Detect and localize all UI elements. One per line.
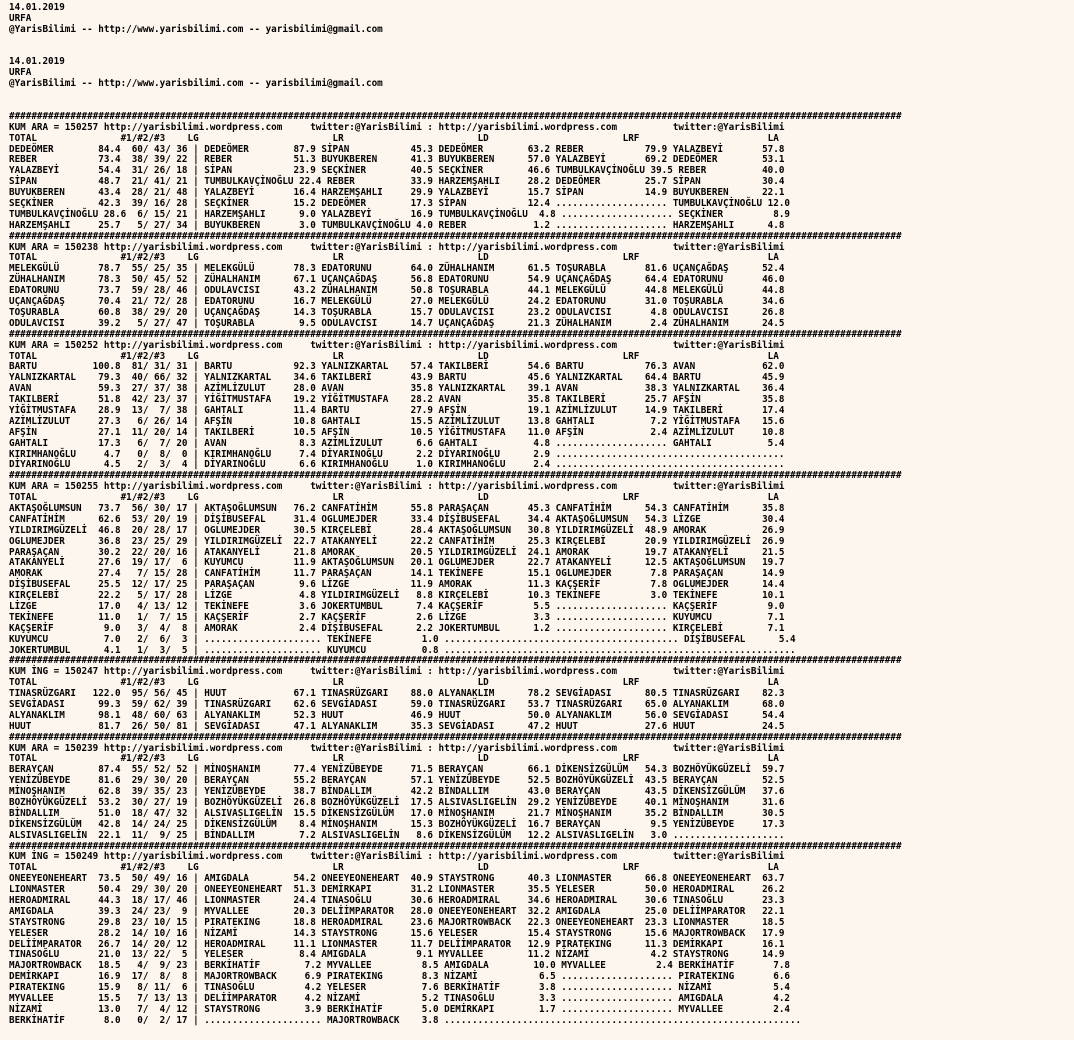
result-row: AFŞİN 27.1 11/ 20/ 14 | TAKILBERİ 10.5 AFŞİN 10.5 YİĞİTMUSTAFA 11.0 AFŞİN 2.4 AZİMLİZULUT 10.8 bbox=[9, 426, 785, 438]
race-header: KUM ARA = 150239 http://yarisbilimi.wordpress.com twitter:@YarisBilimi : http://yarisbilimi.wordpress.com twitter:@YarisBilimi bbox=[9, 742, 785, 754]
column-header: TOTAL #1/#2/#3 LG LR LD LRF LA bbox=[9, 350, 779, 362]
result-row: STAYSTRONG 29.8 23/ 10/ 15 | PIRATEKING 18.8 HEROADMIRAL 23.6 MAJORTROWBACK 22.3 ONEEYEONEHEART 23.3 LIONMASTER 18.5 bbox=[9, 916, 785, 928]
result-row: AVAN 59.3 27/ 37/ 38 | AZİMLİZULUT 28.0 AVAN 35.8 YALNIZKARTAL 39.1 AVAN 38.3 YALNIZKARTAL 36.4 bbox=[9, 383, 785, 395]
separator-line: ################################################################################################################################################################ bbox=[9, 328, 902, 340]
blank-line bbox=[9, 47, 1074, 58]
separator-line: ################################################################################################################################################################ bbox=[9, 731, 902, 743]
separator-line: ################################################################################################################################################################ bbox=[9, 840, 902, 852]
separator-line: ################################################################################################################################################################ bbox=[9, 655, 902, 667]
result-row: GAHTALI 17.3 6/ 7/ 20 | AVAN 8.3 AZİMLİZULUT 6.6 GAHTALI 4.8 .................... GAHTALI 5.4 bbox=[9, 437, 785, 449]
result-row: BERKİHATİF 8.0 0/ 2/ 17 | ..................... MAJORTROWBACK 3.8 ................................................................ bbox=[9, 1014, 802, 1026]
result-row: ONEEYEONEHEART 73.5 50/ 49/ 16 | AMIGDALA 54.2 ONEEYEONEHEART 40.9 STAYSTRONG 40.3 LIONMASTER 66.8 ONEEYEONEHEART 63.7 bbox=[9, 873, 785, 885]
result-row: ALSIVASLIGELİN 22.1 11/ 9/ 25 | BİNDALLIM 7.2 ALSIVASLIGELİN 8.6 DİKENSİZGÜLÜM 12.2 ALSIVASLIGELİN 3.0 .................... bbox=[9, 829, 785, 841]
header-date-repeat: 14.01.2019 bbox=[9, 56, 65, 68]
result-row: ATAKANYELİ 27.6 19/ 17/ 6 | KUYUMCU 11.9 AKTAŞOĞLUMSUN 20.1 OGLUMEJDER 22.7 ATAKANYELİ 12.5 AKTAŞOĞLUMSUN 19.7 bbox=[9, 557, 785, 569]
result-row: AMIGDALA 39.3 24/ 23/ 9 | MYVALLEE 20.3 DELİİMPARATOR 28.0 ONEEYEONEHEART 32.2 AMIGDALA 25.0 DELİİMPARATOR 22.1 bbox=[9, 905, 785, 917]
result-row: HUUT 81.7 26/ 50/ 81 | SEVGİADASI 47.1 ALYANAKLIM 35.3 SEVGİADASI 47.2 HUUT 27.6 HUUT 24.5 bbox=[9, 720, 785, 732]
result-row: KIRIMHANOĞLU 4.7 0/ 8/ 0 | KIRIMHANOĞLU 7.4 DİYARINOĞLU 2.2 DİYARINOĞLU 2.9 ......................................... bbox=[9, 448, 785, 460]
header-credits-repeat: @YarisBilimi -- http://www.yarisbilimi.com -- yarisbilimi@gmail.com bbox=[9, 78, 383, 90]
result-row: HEROADMIRAL 44.3 18/ 17/ 46 | LIONMASTER 24.4 TINASOĞLU 30.6 HEROADMIRAL 34.6 HEROADMIRAL 30.6 TINASOĞLU 23.3 bbox=[9, 895, 785, 907]
column-header: TOTAL #1/#2/#3 LG LR LD LRF LA bbox=[9, 132, 779, 144]
result-row: EDATORUNU 73.7 59/ 28/ 46 | ODULAVCISI 43.2 ZÜHALHANIM 50.8 TOŞURABLA 44.1 MELEKGÜLÜ 44.8 MELEKGÜLÜ 44.8 bbox=[9, 285, 785, 297]
race-sections bbox=[9, 112, 1074, 1027]
result-row: AKTAŞOĞLUMSUN 73.7 56/ 30/ 17 | AKTAŞOĞLUMSUN 76.2 CANFATİHİM 55.8 PARAŞAÇAN 45.3 CANFATİHİM 54.3 CANFATİHİM 35.8 bbox=[9, 502, 785, 514]
result-row: MAJORTROWBACK 18.5 4/ 9/ 23 | BERKİHATİF 7.2 MYVALLEE 8.5 AMIGDALA 10.0 MYVALLEE 2.4 BERKİHATİF 7.8 bbox=[9, 960, 790, 972]
result-row: BOZHÖYÜKGÜZELİ 53.2 30/ 27/ 19 | BOZHÖYÜKGÜZELİ 26.8 BOZHÖYÜKGÜZELİ 17.5 ALSIVASLIGELİN 29.2 YENİZÜBEYDE 40.1 MİNOŞHANIM 31.6 bbox=[9, 797, 785, 809]
result-row: PIRATEKING 15.9 8/ 11/ 6 | TINASOĞLU 4.2 YELESER 7.6 BERKİHATİF 3.8 .................... NİZAMİ 5.4 bbox=[9, 982, 790, 994]
separator-line: ################################################################################################################################################################ bbox=[9, 470, 902, 482]
result-row: YALAZBEYİ 54.4 31/ 26/ 18 | SİPAN 23.9 SEÇKİNER 40.5 SEÇKİNER 46.6 TUMBULKAVÇİNOĞLU 39.5 REBER 40.0 bbox=[9, 165, 785, 177]
separator-line: ################################################################################################################################################################ bbox=[9, 230, 902, 242]
column-header: TOTAL #1/#2/#3 LG LR LD LRF LA bbox=[9, 753, 779, 765]
column-header: TOTAL #1/#2/#3 LG LR LD LRF LA bbox=[9, 862, 779, 874]
result-row: BARTU 100.8 81/ 31/ 31 | BARTU 92.3 YALNIZKARTAL 57.4 TAKILBERİ 54.6 BARTU 76.3 AVAN 62.0 bbox=[9, 361, 785, 373]
result-row: DEMİRKAPI 16.9 17/ 8/ 8 | MAJORTROWBACK 6.9 PIRATEKING 8.3 NİZAMİ 6.5 .................... PIRATEKING 6.6 bbox=[9, 971, 790, 983]
result-row: MELEKGÜLÜ 78.7 55/ 25/ 35 | MELEKGÜLÜ 78.3 EDATORUNU 64.0 ZÜHALHANIM 61.5 TOŞURABLA 81.6 UÇANÇAĞDAŞ 52.4 bbox=[9, 263, 785, 275]
race-header: KUM İNG = 150249 http://yarisbilimi.wordpress.com twitter:@YarisBilimi : http://yarisbilimi.wordpress.com twitter:@YarisBilimi bbox=[9, 851, 785, 863]
result-row: TAKILBERİ 51.8 42/ 23/ 37 | YİĞİTMUSTAFA 19.2 YİĞİTMUSTAFA 28.2 AVAN 35.8 TAKILBERİ 25.7 AFŞİN 35.8 bbox=[9, 394, 785, 406]
separator-line: ################################################################################################################################################################ bbox=[9, 110, 902, 122]
header-credits: @YarisBilimi -- http://www.yarisbilimi.com -- yarisbilimi@gmail.com bbox=[9, 23, 383, 35]
result-row: DİYARINOĞLU 4.5 2/ 3/ 4 | DİYARINOĞLU 6.6 KIRIMHANOĞLU 1.0 KIRIMHANOĞLU 2.4 ......................................... bbox=[9, 459, 785, 471]
result-row: BİNDALLIM 51.0 18/ 47/ 32 | ALSIVASLIGELİN 15.5 DİKENSİZGÜLÜM 17.0 MİNOŞHANIM 21.7 MİNOŞHANIM 35.2 BİNDALLIM 30.5 bbox=[9, 807, 785, 819]
result-row: SİPAN 48.7 21/ 41/ 21 | TUMBULKAVÇİNOĞLU 22.4 REBER 33.9 HARZEMŞAHLI 28.2 DEDEÖMER 25.7 SİPAN 30.4 bbox=[9, 176, 785, 188]
result-row: KAÇŞERİF 9.0 3/ 4/ 8 | AMORAK 2.4 DİŞİBUSEFAL 2.2 JOKERTUMBUL 1.2 .................... KIRÇELEBİ 7.1 bbox=[9, 622, 785, 634]
result-row: SEVGİADASI 99.3 59/ 62/ 39 | TINASRÜZGARI 62.6 SEVGİADASI 59.0 TINASRÜZGARI 53.7 TINASRÜZGARI 65.0 ALYANAKLIM 68.0 bbox=[9, 699, 785, 710]
result-row: TOŞURABLA 60.8 38/ 29/ 20 | UÇANÇAĞDAŞ 14.3 TOŞURABLA 15.7 ODULAVCISI 23.2 ODULAVCISI 4.8 ODULAVCISI 26.8 bbox=[9, 306, 785, 318]
result-row: ODULAVCISI 39.2 5/ 27/ 47 | TOŞURABLA 9.5 ODULAVCISI 14.7 UÇANÇAĞDAŞ 21.3 ZÜHALHANIM 2.4 ZÜHALHANIM 24.5 bbox=[9, 317, 785, 329]
result-row: TINASOĞLU 21.0 13/ 22/ 5 | YELESER 8.4 AMIGDALA 9.1 MYVALLEE 11.2 NİZAMİ 4.2 STAYSTRONG 14.9 bbox=[9, 949, 785, 961]
header-city-repeat: URFA bbox=[9, 67, 32, 79]
race-header: KUM ARA = 150257 http://yarisbilimi.wordpress.com twitter:@YarisBilimi : http://yarisbilimi.wordpress.com twitter:@YarisBilimi bbox=[9, 121, 785, 133]
result-row: YENİZÜBEYDE 81.6 29/ 30/ 20 | BERAYÇAN 55.2 BERAYÇAN 57.1 YENİZÜBEYDE 52.5 BOZHÖYÜKGÜZELİ 43.5 BERAYÇAN 52.5 bbox=[9, 775, 785, 787]
blank-line bbox=[9, 36, 1074, 47]
result-row: SEÇKİNER 42.3 39/ 16/ 28 | SEÇKİNER 15.2 DEDEÖMER 17.3 SİPAN 12.4 .................... TUMBULKAVÇİNOĞLU 12.0 bbox=[9, 198, 790, 210]
result-row: YILDIRIMGÜZELİ 46.8 20/ 28/ 17 | OGLUMEJDER 30.5 KIRÇELEBİ 28.4 AKTAŞOĞLUMSUN 30.8 YILDIRIMGÜZELİ 48.9 AMORAK 26.9 bbox=[9, 524, 785, 536]
result-row: LİZGE 17.0 4/ 13/ 12 | TEKİNEFE 3.6 JOKERTUMBUL 7.4 KAÇŞERİF 5.5 .................... KAÇŞERİF 9.0 bbox=[9, 600, 785, 612]
result-row: REBER 73.4 38/ 39/ 22 | REBER 51.3 BUYUKBEREN 41.3 BUYUKBEREN 57.0 YALAZBEYİ 69.2 DEDEÖMER 53.1 bbox=[9, 154, 785, 166]
column-header: TOTAL #1/#2/#3 LG LR LD LRF LA bbox=[9, 252, 779, 264]
result-row: YALNIZKARTAL 79.3 40/ 66/ 32 | YALNIZKARTAL 34.6 TAKILBERİ 43.9 BARTU 45.6 YALNIZKARTAL 64.4 BARTU 45.9 bbox=[9, 372, 785, 384]
result-row: NİZAMİ 13.0 7/ 4/ 12 | STAYSTRONG 3.9 BERKİHATİF 5.0 DEMİRKAPI 1.7 .................... MYVALLEE 2.4 bbox=[9, 1003, 790, 1015]
result-row: DELİİMPARATOR 26.7 14/ 20/ 12 | HEROADMIRAL 11.1 LIONMASTER 11.7 DELİİMPARATOR 12.9 PIRATEKING 11.3 DEMİRKAPI 16.1 bbox=[9, 938, 785, 950]
result-row: YİĞİTMUSTAFA 28.9 13/ 7/ 38 | GAHTALI 11.4 BARTU 27.9 AFŞİN 19.1 AZİMLİZULUT 14.9 TAKILBERİ 17.4 bbox=[9, 404, 785, 416]
column-header: TOTAL #1/#2/#3 LG LR LD LRF LA bbox=[9, 677, 779, 689]
result-row: KUYUMCU 7.0 2/ 6/ 3 | ..................... TEKİNEFE 1.0 .......................................... DİŞİBUSEFAL 5.4 bbox=[9, 633, 796, 645]
header-date: 14.01.2019 bbox=[9, 2, 65, 13]
result-row: BUYUKBEREN 43.4 28/ 21/ 48 | YALAZBEYİ 16.4 HARZEMŞAHLI 29.9 YALAZBEYİ 15.7 SİPAN 14.9 BUYUKBEREN 22.1 bbox=[9, 187, 785, 199]
result-row: MİNOŞHANIM 62.8 39/ 35/ 23 | YENİZÜBEYDE 38.7 BİNDALLIM 42.2 BİNDALLIM 43.0 BERAYÇAN 43.5 DİKENSİZGÜLÜM 37.6 bbox=[9, 786, 785, 798]
result-row: BERAYÇAN 87.4 55/ 52/ 52 | MİNOŞHANIM 77.4 YENİZÜBEYDE 71.5 BERAYÇAN 66.1 DİKENSİZGÜLÜM 54.3 BOZHÖYÜKGÜZELİ 59.7 bbox=[9, 764, 785, 776]
result-row: JOKERTUMBUL 4.1 1/ 3/ 5 | ..................... KUYUMCU 0.8 ............................................................... bbox=[9, 644, 796, 656]
result-row: DİKENSİZGÜLÜM 42.8 14/ 24/ 25 | DİKENSİZGÜLÜM 8.4 MİNOŞHANIM 15.3 BOZHÖYÜKGÜZELİ 16.7 BERAYÇAN 9.5 YENİZÜBEYDE 17.3 bbox=[9, 818, 785, 830]
result-row: LIONMASTER 50.4 29/ 30/ 20 | ONEEYEONEHEART 51.3 DEMİRKAPI 31.2 LIONMASTER 35.5 YELESER 50.0 HEROADMIRAL 26.2 bbox=[9, 884, 785, 896]
result-row: HARZEMŞAHLI 25.7 5/ 27/ 34 | BUYUKBEREN 3.0 TUMBULKAVÇİNOĞLU 4.0 REBER 1.2 .................... HARZEMŞAHLI 4.8 bbox=[9, 219, 785, 231]
blank-line bbox=[9, 90, 1074, 101]
race-header: KUM ARA = 150238 http://yarisbilimi.wordpress.com twitter:@YarisBilimi : http://yarisbilimi.wordpress.com twitter:@YarisBilimi bbox=[9, 241, 785, 253]
column-header: TOTAL #1/#2/#3 LG LR LD LRF LA bbox=[9, 492, 779, 504]
result-row: AMORAK 27.4 7/ 15/ 28 | CANFATİHİM 11.7 PARAŞAÇAN 14.1 TEKİNEFE 15.1 OGLUMEJDER 7.8 PARAŞAÇAN 14.9 bbox=[9, 568, 785, 580]
result-row: DEDEÖMER 84.4 60/ 43/ 36 | DEDEÖMER 87.9 SİPAN 45.3 DEDEÖMER 63.2 REBER 79.9 YALAZBEYİ 57.8 bbox=[9, 143, 785, 155]
result-row: OGLUMEJDER 36.8 23/ 25/ 29 | YILDIRIMGÜZELİ 22.7 ATAKANYELİ 22.2 CANFATİHİM 25.3 KIRÇELEBİ 20.9 YILDIRIMGÜZELİ 26.9 bbox=[9, 535, 785, 547]
result-row: KIRÇELEBİ 22.2 5/ 17/ 28 | LİZGE 4.8 YILDIRIMGÜZELİ 8.8 KIRÇELEBİ 10.3 TEKİNEFE 3.0 TEKİNEFE 10.1 bbox=[9, 590, 785, 602]
result-row: MYVALLEE 15.5 7/ 13/ 13 | DELİİMPARATOR 4.2 NİZAMİ 5.2 TINASOĞLU 3.3 .................... AMIGDALA 4.2 bbox=[9, 993, 790, 1005]
result-row: UÇANÇAĞDAŞ 70.4 21/ 72/ 28 | EDATORUNU 16.7 MELEKGÜLÜ 27.0 MELEKGÜLÜ 24.2 EDATORUNU 31.0 TOŞURABLA 34.6 bbox=[9, 296, 785, 308]
result-row: DİŞİBUSEFAL 25.5 12/ 17/ 25 | PARAŞAÇAN 9.6 LİZGE 11.9 AMORAK 11.3 KAÇŞERİF 7.8 OGLUMEJDER 14.4 bbox=[9, 579, 785, 591]
race-header: KUM İNG = 150247 http://yarisbilimi.wordpress.com twitter:@YarisBilimi : http://yarisbilimi.wordpress.com twitter:@YarisBilimi bbox=[9, 666, 785, 678]
result-row: YELESER 28.2 14/ 10/ 16 | NİZAMİ 14.3 STAYSTRONG 15.6 YELESER 15.4 STAYSTRONG 15.6 MAJORTROWBACK 17.9 bbox=[9, 927, 785, 939]
race-header: KUM ARA = 150255 http://yarisbilimi.wordpress.com twitter:@YarisBilimi : http://yarisbilimi.wordpress.com twitter:@YarisBilimi bbox=[9, 481, 785, 493]
result-row: ALYANAKLIM 98.1 48/ 60/ 63 | ALYANAKLIM 52.3 HUUT 46.9 HUUT 50.0 ALYANAKLIM 56.0 SEVGİADASI 54.4 bbox=[9, 709, 785, 721]
result-row: AZİMLİZULUT 27.3 6/ 26/ 14 | AFŞİN 10.8 GAHTALI 15.5 AZİMLİZULUT 13.8 GAHTALI 7.2 YİĞİTMUSTAFA 15.6 bbox=[9, 415, 785, 427]
header-city: URFA bbox=[9, 12, 32, 24]
race-header: KUM ARA = 150252 http://yarisbilimi.wordpress.com twitter:@YarisBilimi : http://yarisbilimi.wordpress.com twitter:@YarisBilimi bbox=[9, 339, 785, 351]
result-row: CANFATİHİM 62.6 53/ 20/ 19 | DİŞİBUSEFAL 31.4 OGLUMEJDER 33.4 DİŞİBUSEFAL 34.4 AKTAŞOĞLUMSUN 54.3 LİZGE 30.4 bbox=[9, 513, 785, 525]
result-row: TINASRÜZGARI 122.0 95/ 56/ 45 | HUUT 67.1 TINASRÜZGARI 88.0 ALYANAKLIM 78.2 SEVGİADASI 80.5 TINASRÜZGARI 82.3 bbox=[9, 688, 785, 700]
result-row: TEKİNEFE 11.0 1/ 7/ 15 | KAÇŞERİF 2.7 KAÇŞERİF 2.6 LİZGE 3.3 .................... KUYUMCU 7.1 bbox=[9, 611, 785, 623]
result-row: TUMBULKAVÇİNOĞLU 28.6 6/ 15/ 21 | HARZEMŞAHLI 9.0 YALAZBEYİ 16.9 TUMBULKAVÇİNOĞLU 4.8 .................... SEÇKİNER 8.9 bbox=[9, 208, 790, 220]
result-row: ZÜHALHANIM 78.3 50/ 45/ 52 | ZÜHALHANIM 67.1 UÇANÇAĞDAŞ 56.8 EDATORUNU 54.9 UÇANÇAĞDAŞ 64.4 EDATORUNU 46.0 bbox=[9, 274, 785, 286]
result-row: PARAŞAÇAN 30.2 22/ 20/ 16 | ATAKANYELİ 21.8 AMORAK 20.5 YILDIRIMGÜZELİ 24.1 AMORAK 19.7 ATAKANYELİ 21.5 bbox=[9, 546, 785, 558]
